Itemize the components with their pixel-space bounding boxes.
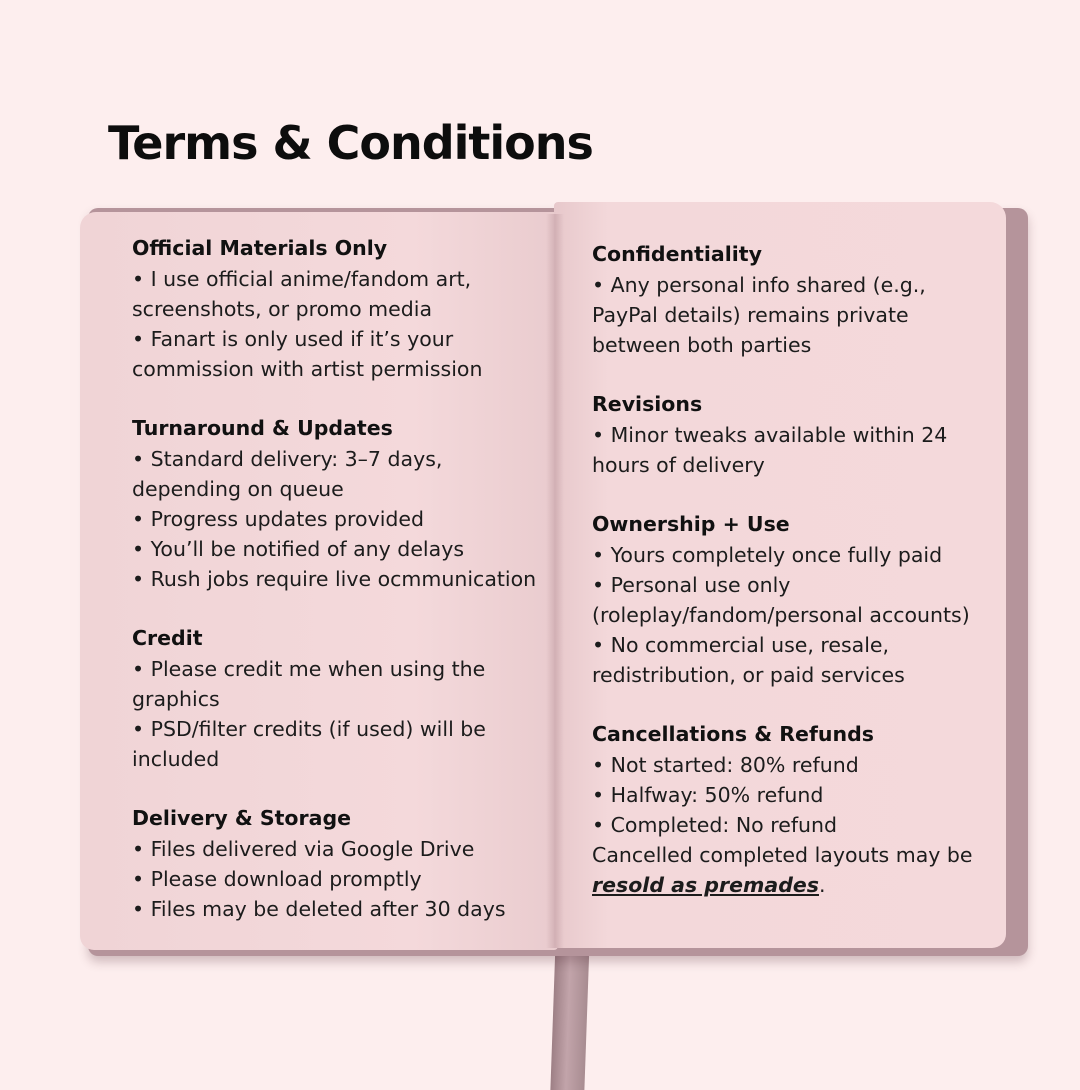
section-heading: Credit [132,626,203,650]
page-title: Terms & Conditions [108,116,593,170]
section-revisions [592,390,992,480]
section-line: • Personal use only (roleplay/fandom/personal accounts) [592,573,970,627]
section-heading: Delivery & Storage [132,806,352,830]
section-line: • Yours completely once fully paid [592,543,943,567]
section-line: • Please credit me when using the graphics [132,657,486,711]
section-ownership [592,510,992,690]
section-line: • Any personal info shared (e.g., PayPal details) remains private between both parties [592,273,926,357]
section-line: • Halfway: 50% refund [592,783,824,807]
section-line: • Fanart is only used if it’s your commission with artist permission [132,327,483,381]
note-end: . [818,873,826,897]
right-column [592,240,992,930]
section-delivery [132,804,557,924]
section-line: • Minor tweaks available within 24 hours of delivery [592,423,948,477]
section-heading: Official Materials Only [132,236,388,260]
section-line: • Please download promptly [132,867,422,891]
section-line: • Completed: No refund [592,813,838,837]
section-line: • Not started: 80% refund [592,753,859,777]
section-line: • PSD/filter credits (if used) will be included [132,717,486,771]
section-line: • Rush jobs require live ocmmunication [132,567,537,591]
section-heading: Ownership + Use [592,512,790,536]
section-line: • No commercial use, resale, redistribution, or paid services [592,633,905,687]
section-heading: Confidentiality [592,242,762,266]
section-heading: Revisions [592,392,703,416]
section-line: • You’ll be notified of any delays [132,537,465,561]
notebook [80,202,1028,962]
section-confidentiality [592,240,992,360]
bookmark-ribbon [550,940,589,1090]
section-line: • I use official anime/fandom art, screenshots, or promo media [132,267,472,321]
section-turnaround [132,414,557,594]
cancellation-note [592,840,992,900]
section-line: • Progress updates provided [132,507,425,531]
section-line: • Standard delivery: 3–7 days, depending on queue [132,447,443,501]
section-line: • Files may be deleted after 30 days [132,897,506,921]
section-line: • Files delivered via Google Drive [132,837,475,861]
note-emphasis: resold as premades [592,873,819,897]
left-column [132,234,557,954]
section-credit [132,624,557,774]
note-text: Cancelled completed layouts may be [592,843,973,867]
section-official-materials [132,234,557,384]
section-heading: Turnaround & Updates [132,416,393,440]
section-cancellations [592,720,992,900]
section-heading: Cancellations & Refunds [592,722,874,746]
